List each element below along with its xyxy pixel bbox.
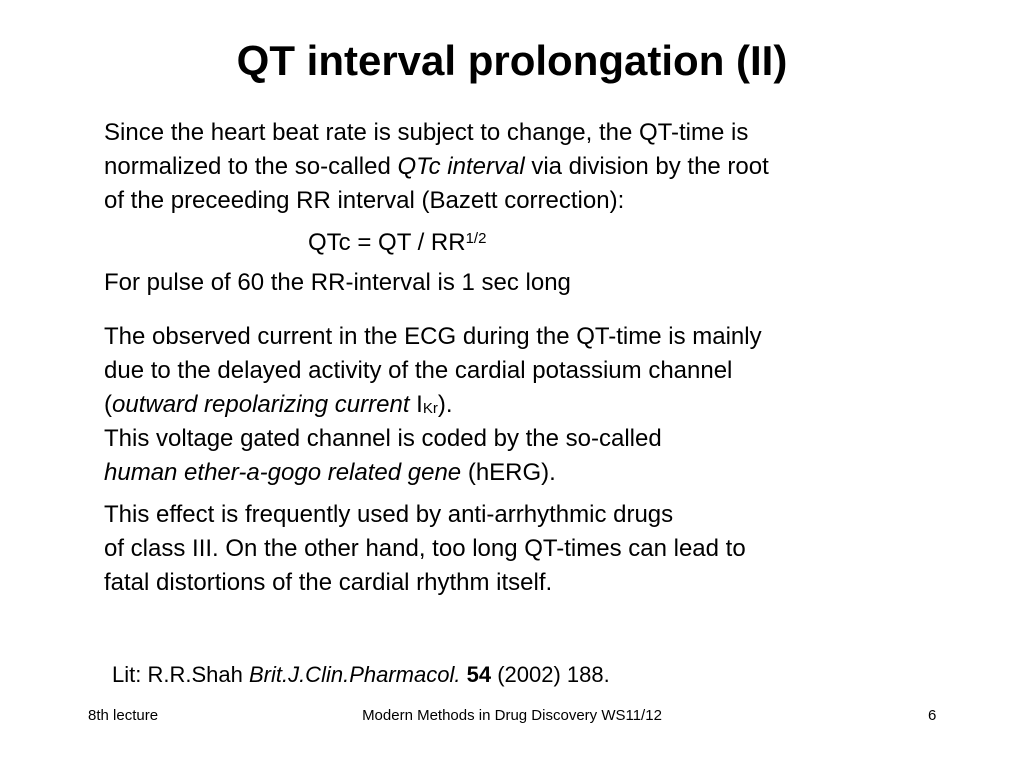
footer-course-title: Modern Methods in Drug Discovery WS11/12: [362, 707, 662, 724]
footer-lecture: 8th lecture: [88, 707, 159, 724]
paragraph-qtc-definition: [104, 116, 964, 218]
text-line: [104, 456, 964, 490]
slide-title: QT interval prolongation (II): [236, 37, 788, 84]
formula-exponent: 1/2: [465, 230, 487, 247]
text-line: The observed current in the ECG during the QT-time is mainly: [104, 323, 762, 350]
text-segment: (hERG).: [461, 459, 556, 486]
text-line: of the preceeding RR interval (Bazett correction):: [104, 187, 625, 214]
literature-reference: [112, 660, 610, 690]
text-line: [104, 388, 964, 422]
paragraph-antiarrhythmic: [104, 498, 964, 600]
lit-prefix: Lit: R.R.Shah: [112, 662, 249, 687]
text-line: This effect is frequently used by anti-arrhythmic drugs: [104, 501, 674, 528]
formula-base: QTc = QT / RR: [308, 229, 466, 256]
text-segment: (: [104, 391, 112, 418]
text-segment: ).: [437, 391, 453, 418]
text-line: [104, 150, 964, 184]
footer-page-number: 6: [928, 707, 937, 724]
text-line: For pulse of 60 the RR-interval is 1 sec long: [104, 269, 571, 296]
bazett-formula: [308, 226, 486, 260]
text-line: of class III. On the other hand, too long QT-times can lead to: [104, 535, 746, 562]
text-line: fatal distortions of the cardial rhythm itself.: [104, 569, 553, 596]
paragraph-ecg-current: [104, 320, 964, 490]
text-line: Since the heart beat rate is subject to change, the QT-time is: [104, 119, 749, 146]
italic-term-outward-current: outward repolarizing current: [112, 391, 410, 418]
text-line: This voltage gated channel is coded by the so-called: [104, 425, 662, 452]
current-subscript: Kr: [422, 400, 438, 417]
paragraph-pulse: [104, 266, 964, 300]
text-segment: via division by the root: [524, 153, 769, 180]
lit-journal: Brit.J.Clin.Pharmacol.: [248, 662, 461, 687]
current-symbol: I: [409, 391, 423, 418]
lit-rest: (2002) 188.: [491, 662, 610, 687]
lit-volume: 54: [466, 662, 492, 687]
italic-term-qtc-interval: QTc interval: [397, 153, 525, 180]
text-line: due to the delayed activity of the cardial potassium channel: [104, 357, 733, 384]
text-segment: normalized to the so-called: [104, 153, 398, 180]
italic-term-herg: human ether-a-gogo related gene: [104, 459, 462, 486]
